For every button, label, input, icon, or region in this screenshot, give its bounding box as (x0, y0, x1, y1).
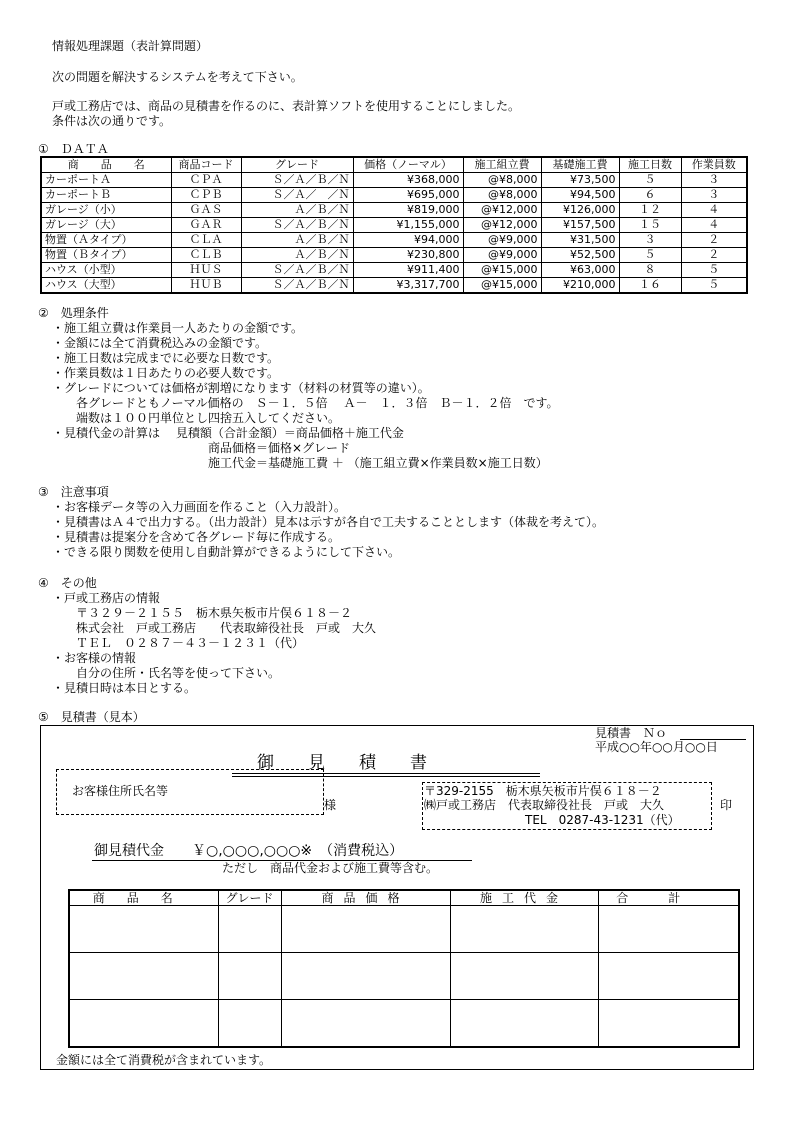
cell-assembly-fee: @¥15,000 (463, 263, 541, 278)
cell-days: １２ (619, 203, 681, 218)
cell-grade: Ｓ／Ａ／Ｂ／Ｎ (241, 173, 353, 188)
cell-price: ¥1,155,000 (353, 218, 463, 233)
estimate-header-row (69, 890, 739, 906)
cell-days: ５ (619, 248, 681, 263)
description-line-2: 条件は次の通りです。 (52, 114, 172, 128)
est-col-name: 商品名 (69, 890, 218, 906)
section-notes-heading: ③ 注意事項 (38, 485, 109, 499)
cell-workers: ５ (681, 278, 747, 294)
cell-product-name: ガレージ（大） (41, 218, 171, 233)
condition-line: 商品価格＝価格×グレード (52, 441, 351, 455)
col-header-workers: 作業員数 (681, 157, 747, 173)
cell-price: ¥695,000 (353, 188, 463, 203)
condition-line: ・作業員数は１日あたりの必要人数です。 (52, 366, 280, 380)
estimate-amount-line: 御見積代金 ￥○,○○○,○○○※ （消費税込） (94, 843, 404, 859)
cell-product-code: ＧＡＳ (171, 203, 241, 218)
col-header-price: 価格（ノーマル） (353, 157, 463, 173)
col-header-grade: グレード (241, 157, 353, 173)
cell-days: ８ (619, 263, 681, 278)
cell-product-code: ＣＰＢ (171, 188, 241, 203)
col-header-foundation-fee: 基礎施工費 (541, 157, 619, 173)
customer-placeholder: お客様住所氏名等 (72, 784, 169, 798)
section-conditions-heading: ② 処理条件 (38, 306, 109, 320)
section-other-heading: ④ その他 (38, 576, 97, 590)
estimate-title: 御 見 積 書 (257, 753, 427, 773)
cell-workers: ２ (681, 233, 747, 248)
cell-price: ¥230,800 (353, 248, 463, 263)
condition-line: ・金額には全て消費税込みの金額です。 (52, 336, 268, 350)
other-line: ・お客様の情報 (52, 651, 137, 665)
cell-foundation-fee: ¥52,500 (541, 248, 619, 263)
cell-product-code: ＣＰＡ (171, 173, 241, 188)
condition-line: ・見積代金の計算は 見積額（合計金額）＝商品価格＋施工代金 (52, 426, 404, 440)
table-row (69, 953, 739, 1000)
cell-days: ３ (619, 233, 681, 248)
condition-line: ・施工組立費は作業員一人あたりの金額です。 (52, 321, 304, 335)
cell-product-name: ハウス（小型） (41, 263, 171, 278)
cell-days: ５ (619, 173, 681, 188)
company-tel: TEL 0287-43-1231（代） (525, 813, 680, 827)
seal-mark: 印 (720, 798, 733, 812)
table-row (69, 1000, 739, 1048)
cell-workers: ５ (681, 263, 747, 278)
cell-assembly-fee: @¥9,000 (463, 233, 541, 248)
customer-honorific: 様 (324, 798, 337, 812)
cell-product-code: ＧＡＲ (171, 218, 241, 233)
cell-foundation-fee: ¥31,500 (541, 233, 619, 248)
other-line: 株式会社 戸或工務店 代表取締役社長 戸或 大久 (52, 621, 377, 635)
cell-price: ¥94,000 (353, 233, 463, 248)
estimate-date: 平成○○年○○月○○日 (595, 740, 718, 754)
note-line: ・お客様データ等の入力画面を作ること（入力設計）。 (52, 500, 347, 514)
cell-workers: ４ (681, 203, 747, 218)
condition-line: ・グレードについては価格が割増になります（材料の材質等の違い）。 (52, 381, 430, 395)
cell-days: １６ (619, 278, 681, 294)
cell-product-name: ガレージ（小） (41, 203, 171, 218)
note-line: ・できる限り関数を使用し自動計算ができるようにして下さい。 (52, 545, 401, 559)
company-name: ㈱戸或工務店 代表取締役社長 戸或 大久 (424, 798, 665, 812)
cell-assembly-fee: @¥12,000 (463, 203, 541, 218)
cell-foundation-fee: ¥94,500 (541, 188, 619, 203)
est-col-work-fee: 施工代金 (450, 890, 598, 906)
cell-assembly-fee: @¥8,000 (463, 188, 541, 203)
cell-product-code: ＨＵＢ (171, 278, 241, 294)
table-row (41, 233, 747, 248)
cell-workers: ２ (681, 248, 747, 263)
cell-product-name: カーポートＡ (41, 173, 171, 188)
cell-foundation-fee: ¥126,000 (541, 203, 619, 218)
cell-foundation-fee: ¥210,000 (541, 278, 619, 294)
section-sample-heading: ⑤ 見積書（見本） (38, 710, 145, 724)
cell-grade: Ｓ／Ａ／Ｂ／Ｎ (241, 278, 353, 294)
table-header-row (41, 157, 747, 173)
cell-price: ¥911,400 (353, 263, 463, 278)
page-title: 情報処理課題（表計算問題） (52, 39, 209, 53)
col-header-name: 商 品 名 (41, 157, 171, 173)
cell-foundation-fee: ¥73,500 (541, 173, 619, 188)
description-line-1: 戸或工務店では、商品の見積書を作るのに、表計算ソフトを使用することにしました。 (52, 99, 521, 113)
cell-foundation-fee: ¥157,500 (541, 218, 619, 233)
cell-days: ６ (619, 188, 681, 203)
company-address: 〒329-2155 栃木県矢板市片俣６１８－２ (424, 784, 662, 798)
est-col-grade: グレード (218, 890, 281, 906)
table-row (69, 906, 739, 953)
col-header-assembly-fee: 施工組立費 (463, 157, 541, 173)
cell-product-code: ＨＵＳ (171, 263, 241, 278)
col-header-days: 施工日数 (619, 157, 681, 173)
cell-price: ¥819,000 (353, 203, 463, 218)
cell-assembly-fee: @¥12,000 (463, 218, 541, 233)
est-col-price: 商品価格 (281, 890, 450, 906)
estimate-footer-note: 金額には全て消費税が含まれています。 (56, 1053, 272, 1067)
intro-text: 次の問題を解決するシステムを考えて下さい。 (52, 70, 303, 84)
cell-workers: ４ (681, 218, 747, 233)
cell-product-name: 物置（Ａタイプ） (41, 233, 171, 248)
cell-product-code: ＣＬＡ (171, 233, 241, 248)
cell-product-code: ＣＬＢ (171, 248, 241, 263)
condition-line: 各グレードともノーマル価格の Ｓ－１．５倍 Ａ－ １．３倍 Ｂ－１．２倍 です。 (52, 396, 559, 410)
other-line: 〒３２９－２１５５ 栃木県矢板市片俣６１８－２ (52, 606, 353, 620)
table-row (41, 188, 747, 203)
condition-line: 端数は１００円単位とし四捨五入してください。 (52, 411, 341, 425)
estimate-amount-note: ただし 商品代金および施工費等含む。 (222, 861, 439, 875)
cell-workers: ３ (681, 188, 747, 203)
table-row (41, 173, 747, 188)
cell-assembly-fee: @¥15,000 (463, 278, 541, 294)
cell-assembly-fee: @¥8,000 (463, 173, 541, 188)
cell-grade: Ｓ／Ａ／Ｂ／Ｎ (241, 218, 353, 233)
condition-line: 施工代金＝基礎施工費 ＋ （施工組立費×作業員数×施工日数） (52, 456, 548, 470)
note-line: ・見積書は提案分を含めて各グレード毎に作成する。 (52, 530, 341, 544)
cell-grade: Ｓ／Ａ／ ／Ｎ (241, 188, 353, 203)
product-data-table (40, 156, 748, 294)
cell-grade: Ａ／Ｂ／Ｎ (241, 248, 353, 263)
note-line: ・見積書はＡ４で出力する。（出力設計）見本は示すが各自で工夫することとします（体裁を考えて）。 (52, 515, 605, 529)
cell-grade: Ａ／Ｂ／Ｎ (241, 203, 353, 218)
conditions-list (52, 321, 559, 471)
section-data-heading: ① ＤＡＴＡ (38, 142, 109, 156)
cell-days: １５ (619, 218, 681, 233)
cell-price: ¥3,317,700 (353, 278, 463, 294)
cell-foundation-fee: ¥63,000 (541, 263, 619, 278)
table-row (41, 278, 747, 294)
other-line: 自分の住所・氏名等を使って下さい。 (52, 666, 281, 680)
condition-line: ・施工日数は完成までに必要な日数です。 (52, 351, 280, 365)
table-row (41, 248, 747, 263)
other-line: ・見積日時は本日とする。 (52, 681, 197, 695)
estimate-number-label: 見積書 Ｎｏ (595, 726, 668, 740)
cell-product-name: ハウス（大型） (41, 278, 171, 294)
notes-list (52, 500, 604, 560)
cell-product-name: 物置（Ｂタイプ） (41, 248, 171, 263)
estimate-items-table (68, 889, 740, 1048)
cell-workers: ３ (681, 173, 747, 188)
cell-grade: Ｓ／Ａ／Ｂ／Ｎ (241, 263, 353, 278)
other-info-list (52, 591, 376, 696)
cell-grade: Ａ／Ｂ／Ｎ (241, 233, 353, 248)
table-row (41, 263, 747, 278)
cell-price: ¥368,000 (353, 173, 463, 188)
col-header-code: 商品コード (171, 157, 241, 173)
cell-product-name: カーポートＢ (41, 188, 171, 203)
cell-assembly-fee: @¥9,000 (463, 248, 541, 263)
table-row (41, 218, 747, 233)
table-row (41, 203, 747, 218)
other-line: ＴＥＬ ０２８７－４３－１２３１（代） (52, 636, 305, 650)
other-line: ・戸或工務店の情報 (52, 591, 161, 605)
est-col-total: 合計 (598, 890, 739, 906)
